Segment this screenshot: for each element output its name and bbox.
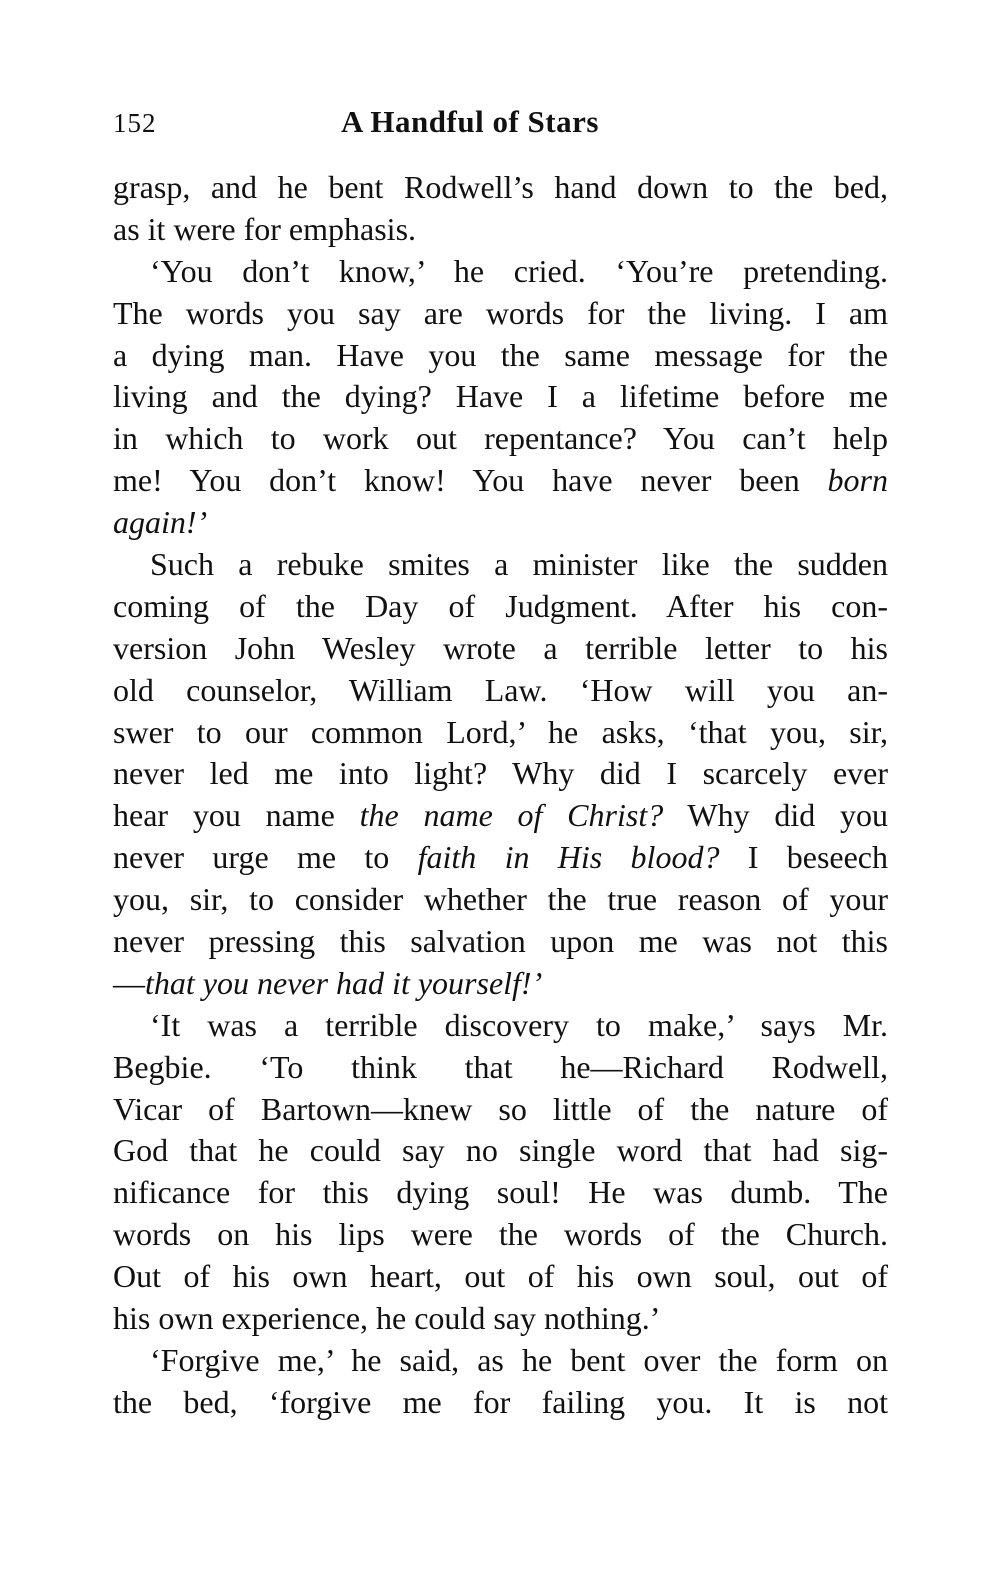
italic-text-run: faith in His blood? bbox=[417, 839, 720, 876]
text-line bbox=[113, 209, 888, 251]
text-line bbox=[113, 795, 888, 837]
text-run: Begbie. ‘To think that he—Richard Rodwell, bbox=[113, 1048, 888, 1085]
text-run: never led me into light? Why did I scarcely ever bbox=[113, 755, 888, 792]
text-run: in which to work out repentance? You can’t help bbox=[113, 420, 888, 457]
text-run: God that he could say no single word that had sig- bbox=[113, 1132, 888, 1169]
text-run: Such a rebuke smites a minister like the sudden bbox=[150, 546, 888, 583]
text-line bbox=[113, 251, 888, 293]
body-text bbox=[113, 167, 888, 1424]
text-line bbox=[113, 1340, 888, 1382]
text-line bbox=[113, 1256, 888, 1298]
running-title: A Handful of Stars bbox=[341, 104, 599, 139]
text-line bbox=[113, 460, 888, 502]
text-run: a dying man. Have you the same message for the bbox=[113, 336, 888, 373]
text-line bbox=[113, 586, 888, 628]
text-run: The words you say are words for the living. I am bbox=[113, 294, 888, 331]
text-run: me! You don’t know! You have never been bbox=[113, 462, 828, 499]
text-line bbox=[113, 1047, 888, 1089]
text-run: — bbox=[113, 964, 145, 1001]
page-number: 152 bbox=[113, 108, 157, 138]
text-run: Out of his own heart, out of his own soul, out of bbox=[113, 1258, 888, 1295]
text-run: his own experience, he could say nothing.’ bbox=[113, 1300, 661, 1337]
text-run: you, sir, to consider whether the true reason of your bbox=[113, 881, 888, 918]
text-run: ‘Forgive me,’ he said, as he bent over the form on bbox=[150, 1341, 888, 1378]
text-run: living and the dying? Have I a lifetime before me bbox=[113, 378, 888, 415]
text-run: ‘It was a terrible discovery to make,’ says Mr. bbox=[150, 1006, 888, 1043]
text-line bbox=[113, 921, 888, 963]
text-line bbox=[113, 753, 888, 795]
text-line bbox=[113, 963, 888, 1005]
text-run: ‘You don’t know,’ he cried. ‘You’re pretending. bbox=[150, 252, 888, 289]
text-line bbox=[113, 1382, 888, 1424]
text-run: swer to our common Lord,’ he asks, ‘that you, sir, bbox=[113, 713, 888, 750]
text-run: I beseech bbox=[719, 839, 889, 876]
text-run: nificance for this dying soul! He was dumb. The bbox=[113, 1174, 888, 1211]
text-run: coming of the Day of Judgment. After his con- bbox=[113, 587, 888, 624]
text-run: Vicar of Bartown—knew so little of the nature of bbox=[113, 1090, 888, 1127]
text-line bbox=[113, 1214, 888, 1256]
text-line bbox=[113, 1130, 888, 1172]
text-line bbox=[113, 1089, 888, 1131]
italic-text-run: born bbox=[827, 462, 888, 499]
italic-text-run: the name of Christ? bbox=[359, 797, 664, 834]
text-run: never pressing this salvation upon me was not this bbox=[113, 923, 888, 960]
running-head bbox=[113, 104, 888, 148]
text-line bbox=[113, 628, 888, 670]
text-line bbox=[113, 712, 888, 754]
text-line bbox=[113, 335, 888, 377]
text-line bbox=[113, 418, 888, 460]
text-line bbox=[113, 879, 888, 921]
text-run: grasp, and he bent Rodwell’s hand down to the bed, bbox=[113, 169, 888, 205]
text-run: Why did you bbox=[663, 797, 889, 834]
text-line bbox=[113, 1298, 888, 1340]
text-line bbox=[113, 1005, 888, 1047]
text-line bbox=[113, 502, 888, 544]
text-run: old counselor, William Law. ‘How will you an- bbox=[113, 671, 888, 708]
text-line bbox=[113, 293, 888, 335]
text-line bbox=[113, 1172, 888, 1214]
text-line bbox=[113, 376, 888, 418]
italic-text-run: that you never had it yourself!’ bbox=[145, 964, 543, 1001]
italic-text-run: again!’ bbox=[113, 504, 208, 541]
text-line bbox=[113, 167, 888, 209]
text-run: version John Wesley wrote a terrible letter to his bbox=[113, 629, 888, 666]
text-line bbox=[113, 544, 888, 586]
text-line bbox=[113, 670, 888, 712]
text-run: hear you name bbox=[113, 797, 360, 834]
text-run: as it were for emphasis. bbox=[113, 210, 417, 247]
text-run: never urge me to bbox=[113, 839, 418, 876]
text-run: the bed, ‘forgive me for failing you. It is not bbox=[113, 1383, 888, 1420]
text-run: words on his lips were the words of the Church. bbox=[113, 1216, 888, 1253]
text-line bbox=[113, 837, 888, 879]
